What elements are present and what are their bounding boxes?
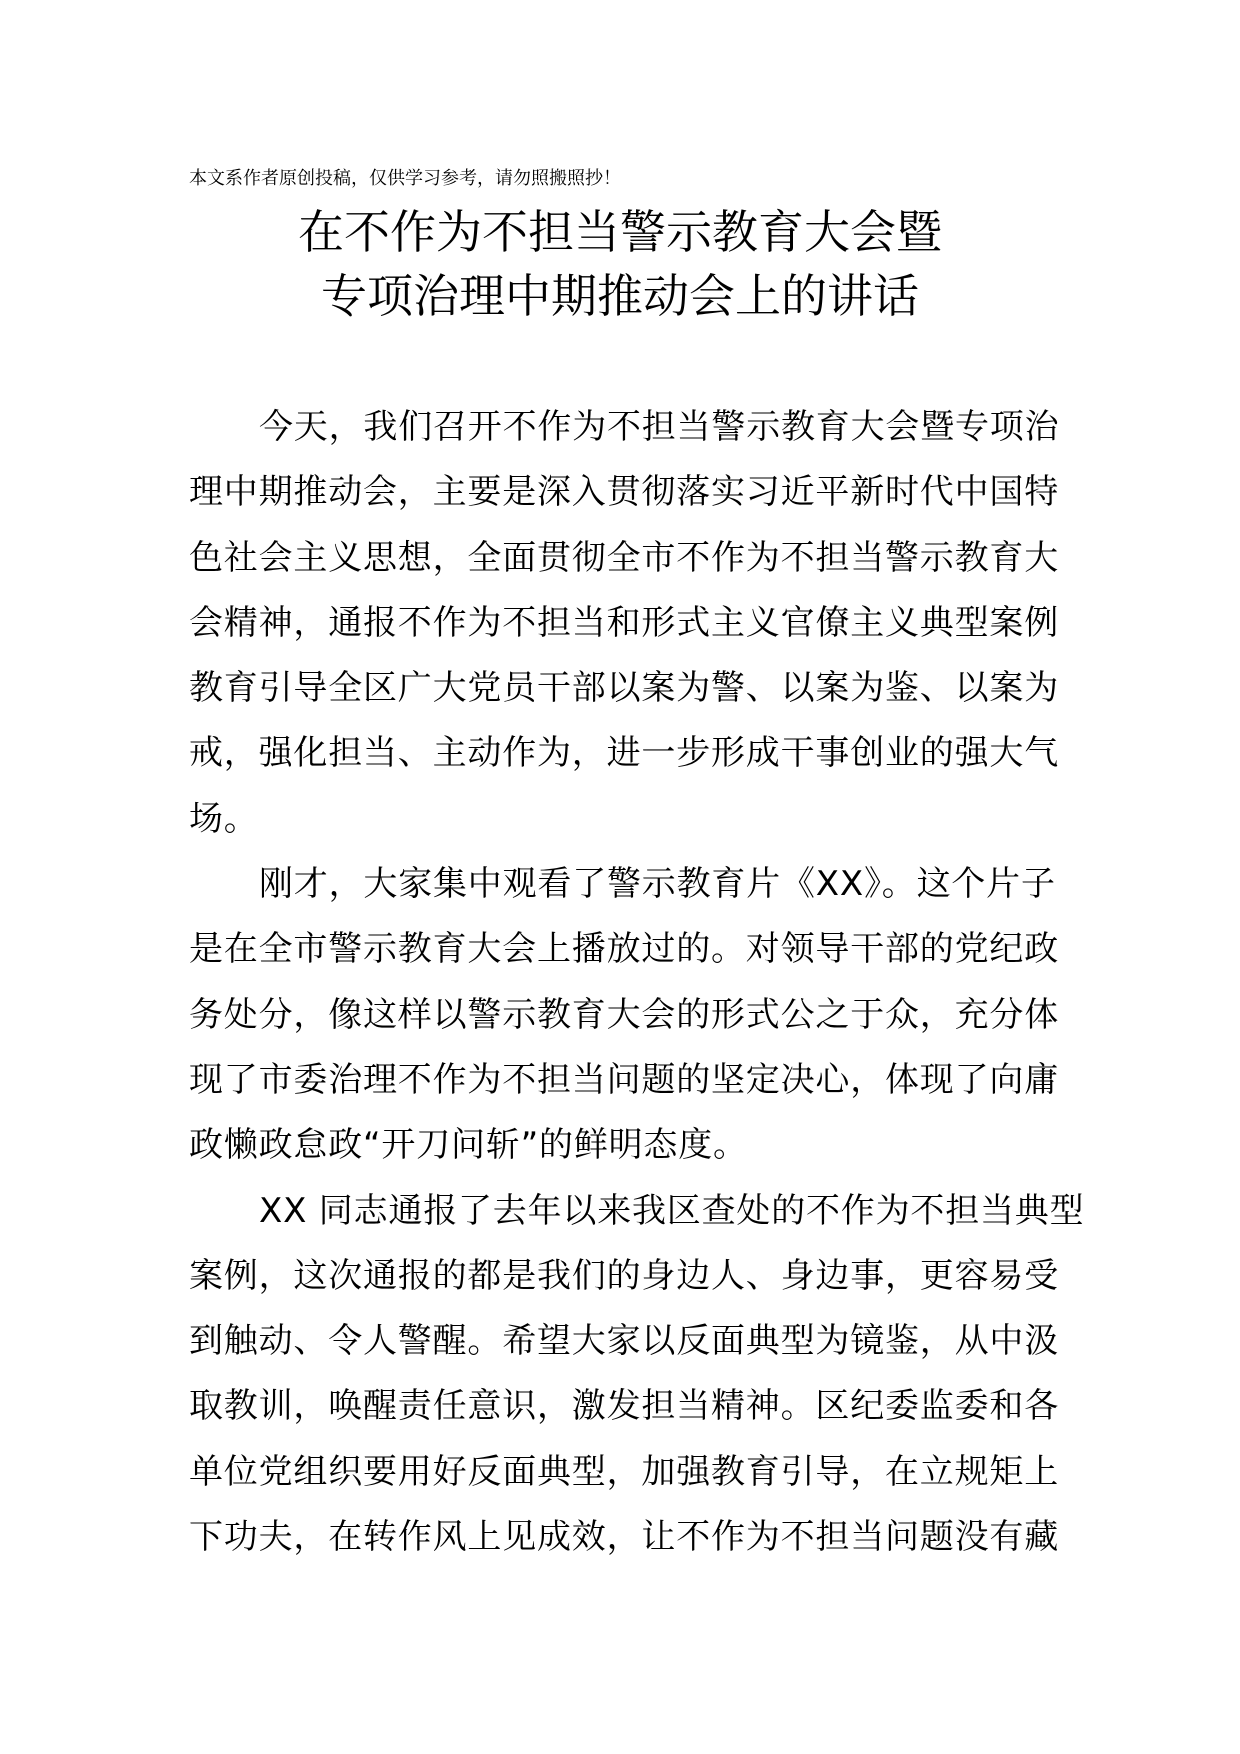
paragraph-line: 教育引导全区广大党员干部以案为警、以案为鉴、以案为: [189, 668, 1059, 709]
paragraph-line: 政懒政怠政“开刀问斩”的鲜明态度。: [189, 1125, 748, 1166]
paragraph-line: 现了市委治理不作为不担当问题的坚定决心，体现了向庸: [189, 1059, 1059, 1100]
paragraph-line: 是在全市警示教育大会上播放过的。对领导干部的党纪政: [189, 929, 1059, 970]
paragraph-line: 务处分，像这样以警示教育大会的形式公之于众，充分体: [189, 994, 1059, 1035]
document-body: [189, 395, 1085, 1570]
paragraph-line: 到触动、令人警醒。希望大家以反面典型为镜鉴，从中汲: [189, 1321, 1059, 1362]
paragraph-line: 下功夫，在转作风上见成效，让不作为不担当问题没有藏: [189, 1517, 1059, 1558]
document-title: [0, 200, 1240, 328]
title-line-2: 专项治理中期推动会上的讲话: [321, 269, 919, 323]
paragraph-line: 刚才，大家集中观看了警示教育片《XX》。这个片子: [259, 864, 1056, 905]
paragraph: [189, 852, 1069, 1178]
paragraph-line: XX 同志通报了去年以来我区查处的不作为不担当典型: [259, 1190, 1085, 1231]
paragraph: [189, 395, 1069, 852]
paragraph-line: 今天，我们召开不作为不担当警示教育大会暨专项治: [259, 407, 1060, 447]
paragraph-line: 案例，这次通报的都是我们的身边人、身边事，更容易受: [189, 1255, 1059, 1296]
paragraph: [189, 1179, 1085, 1571]
copyright-note: 本文系作者原创投稿，仅供学习参考，请勿照搬照抄！: [189, 168, 621, 189]
title-line-1: 在不作为不担当警示教育大会暨: [298, 205, 942, 259]
paragraph-line: 取教训，唤醒责任意识，激发担当精神。区纪委监委和各: [189, 1386, 1059, 1427]
paragraph-line: 色社会主义思想，全面贯彻全市不作为不担当警示教育大: [189, 537, 1059, 578]
paragraph-line: 会精神，通报不作为不担当和形式主义官僚主义典型案例: [189, 602, 1059, 643]
paragraph-line: 场。: [189, 798, 259, 839]
paragraph-line: 戒，强化担当、主动作为，进一步形成干事创业的强大气: [189, 733, 1059, 774]
paragraph-line: 理中期推动会，主要是深入贯彻落实习近平新时代中国特: [189, 472, 1059, 513]
paragraph-line: 单位党组织要用好反面典型，加强教育引导，在立规矩上: [189, 1451, 1059, 1492]
